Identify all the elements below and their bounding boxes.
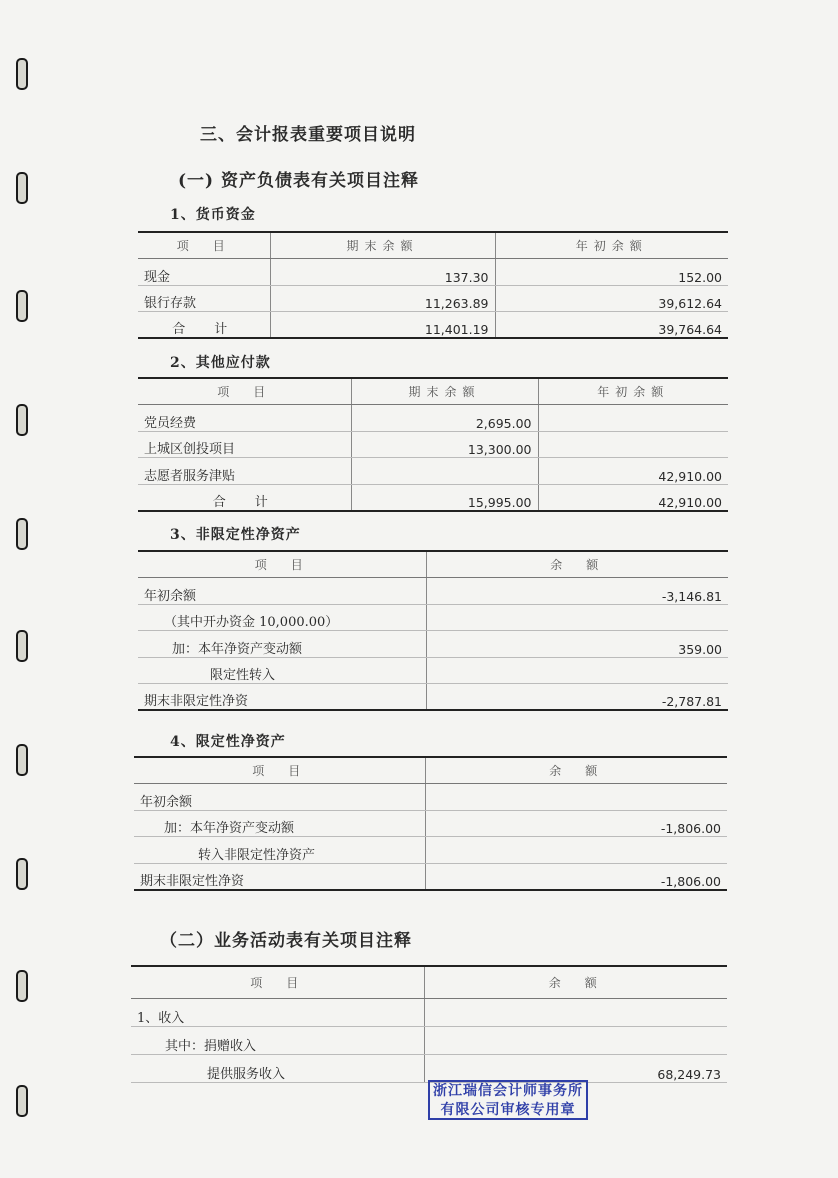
amount-cell: [425, 837, 727, 864]
table-row: [134, 863, 727, 890]
table-row: [138, 285, 728, 312]
item-cell: 党员经费: [138, 405, 351, 432]
table-row: [131, 998, 727, 1026]
amount-cell: -3,146.81: [426, 578, 728, 605]
begin-cell: 42,910.00: [538, 458, 728, 485]
cash-table: [138, 231, 728, 339]
item-cell: 志愿者服务津贴: [138, 458, 351, 485]
item-cell: 限定性转入: [138, 657, 426, 684]
table-row: [131, 1026, 727, 1054]
table-row: [138, 604, 728, 631]
table-row: [131, 1054, 727, 1082]
table-row: [134, 784, 727, 811]
amount-cell: -1,806.00: [425, 810, 727, 837]
restricted-table: [134, 756, 727, 891]
table-header-row: [134, 757, 727, 784]
end-cell: 2,695.00: [351, 405, 538, 432]
amount-cell: [426, 657, 728, 684]
header-item: 项 目: [138, 378, 351, 405]
binder-ring: [14, 858, 28, 888]
stamp-line-1: 浙江瑞信会计师事务所: [433, 1083, 583, 1099]
header-begin-balance: 年初余额: [538, 378, 728, 405]
item-cell: 现金: [138, 259, 270, 286]
header-item: 项 目: [138, 232, 270, 259]
header-amount: 余 额: [424, 966, 727, 998]
table-header-row: [131, 966, 727, 998]
amount-cell: [426, 604, 728, 631]
item-cell: 1、收入: [131, 998, 424, 1026]
item-cell: 加：本年净资产变动额: [134, 810, 425, 837]
begin-cell: [538, 405, 728, 432]
end-cell: 11,401.19: [270, 312, 495, 339]
amount-cell: 68,249.73: [424, 1054, 727, 1082]
part2-title: （二）业务活动表有关项目注释: [160, 931, 412, 951]
item-cell: 上城区创投项目: [138, 431, 351, 458]
header-item: 项 目: [134, 757, 425, 784]
total-row: [138, 484, 728, 511]
header-amount: 余 额: [425, 757, 727, 784]
table-row: [138, 458, 728, 485]
binder-ring: [14, 744, 28, 774]
end-cell: 13,300.00: [351, 431, 538, 458]
begin-cell: 42,910.00: [538, 484, 728, 511]
binder-ring: [14, 518, 28, 548]
end-cell: 137.30: [270, 259, 495, 286]
stamp-line-2: 有限公司审核专用章: [440, 1102, 576, 1118]
table-row: [134, 837, 727, 864]
binder-ring: [14, 58, 28, 88]
unrestricted-table: [138, 550, 728, 711]
activity-table: [131, 965, 727, 1083]
audit-stamp: [428, 1080, 588, 1120]
table-header-row: [138, 232, 728, 259]
header-item: 项 目: [131, 966, 424, 998]
amount-cell: -2,787.81: [426, 684, 728, 711]
amount-cell: [424, 998, 727, 1026]
unrestricted-title: 3、非限定性净资产: [170, 527, 301, 543]
section-title: 三、会计报表重要项目说明: [200, 125, 416, 145]
header-end-balance: 期末余额: [270, 232, 495, 259]
item-cell: 其中：捐赠收入: [131, 1026, 424, 1054]
header-item: 项 目: [138, 551, 426, 578]
item-cell: 期末非限定性净资: [138, 684, 426, 711]
item-cell: 年初余额: [134, 784, 425, 811]
end-cell: 15,995.00: [351, 484, 538, 511]
binder-ring: [14, 630, 28, 660]
item-cell: 合 计: [138, 484, 351, 511]
begin-cell: 39,612.64: [495, 285, 728, 312]
payables-table: [138, 377, 728, 512]
binder-ring: [14, 1085, 28, 1115]
end-cell: 11,263.89: [270, 285, 495, 312]
header-amount: 余 额: [426, 551, 728, 578]
item-cell: （其中开办资金 10,000.00）: [138, 604, 426, 631]
table-row: [138, 405, 728, 432]
amount-cell: [424, 1026, 727, 1054]
item-cell: 期末非限定性净资: [134, 863, 425, 890]
table-row: [138, 431, 728, 458]
amount-cell: 359.00: [426, 631, 728, 658]
part1-title: (一) 资产负债表有关项目注释: [178, 171, 420, 191]
total-row: [138, 312, 728, 339]
amount-cell: [425, 784, 727, 811]
begin-cell: 152.00: [495, 259, 728, 286]
binder-ring: [14, 172, 28, 202]
restricted-title: 4、限定性净资产: [170, 734, 286, 750]
table-row: [138, 657, 728, 684]
table-row: [138, 631, 728, 658]
binder-ring: [14, 290, 28, 320]
table-header-row: [138, 378, 728, 405]
item-cell: 银行存款: [138, 285, 270, 312]
binder-ring: [14, 404, 28, 434]
binder-ring: [14, 970, 28, 1000]
table-row: [138, 259, 728, 286]
item-cell: 转入非限定性净资产: [134, 837, 425, 864]
cash-title: 1、货币资金: [170, 207, 256, 223]
begin-cell: 39,764.64: [495, 312, 728, 339]
header-end-balance: 期末余额: [351, 378, 538, 405]
payables-title: 2、其他应付款: [170, 355, 271, 371]
table-row: [138, 684, 728, 711]
item-cell: 年初余额: [138, 578, 426, 605]
item-cell: 提供服务收入: [131, 1054, 424, 1082]
table-header-row: [138, 551, 728, 578]
item-cell: 合 计: [138, 312, 270, 339]
table-row: [138, 578, 728, 605]
table-row: [134, 810, 727, 837]
item-cell: 加：本年净资产变动额: [138, 631, 426, 658]
begin-cell: [538, 431, 728, 458]
amount-cell: -1,806.00: [425, 863, 727, 890]
header-begin-balance: 年初余额: [495, 232, 728, 259]
end-cell: [351, 458, 538, 485]
